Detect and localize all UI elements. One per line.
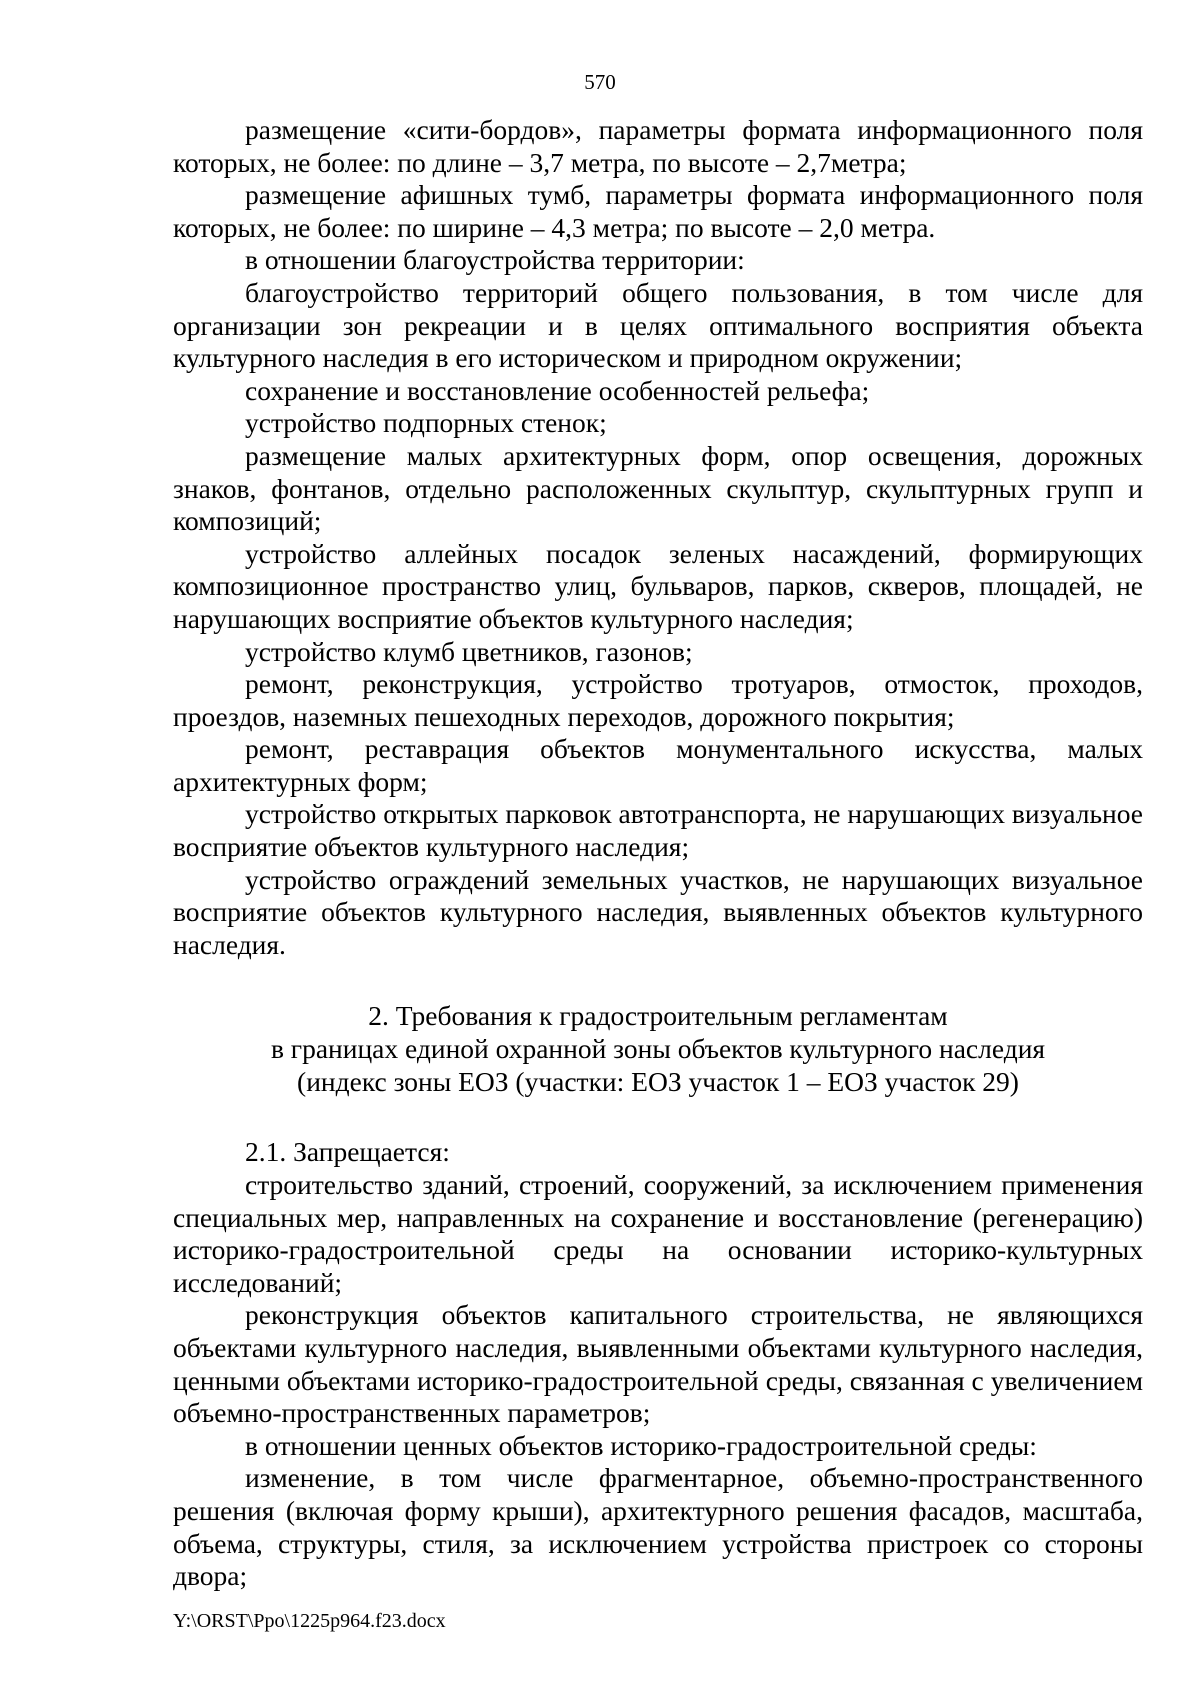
paragraph-reconstruction: реконструкция объектов капитального строительства, не являющихся объектами культурного наследия, выявленными объектами культурного наследия, ценными объектами историко-градостроительной среды, связанная с увеличением объемно-пространственных параметров; (173, 1299, 1143, 1429)
paragraph-valuable-objects-intro: в отношении ценных объектов историко-градостроительной среды: (245, 1429, 1037, 1461)
footer-file-path: Y:\ORST\Ppo\1225p964.f23.docx (173, 1610, 446, 1632)
paragraph-small-forms: размещение малых архитектурных форм, опор освещения, дорожных знаков, фонтанов, отдельно расположенных скульптур, скульптурных групп и композиций; (173, 439, 1143, 537)
paragraph-alley-plantings: устройство аллейных посадок зеленых насаждений, формирующих композиционное пространство улиц, бульваров, парков, скверов, площадей, не нарушающих восприятие объектов культурного наследия; (173, 537, 1143, 634)
top-paragraphs (173, 114, 1143, 961)
section-heading-line-1: 2. Требования к градостроительным регламентам (368, 1000, 948, 1032)
paragraph-city-boards: размещение «сити-бордов», параметры формата информационного поля которых, не более: по длине – 3,7 метра, по высоте – 2,7метра; (173, 114, 1143, 178)
paragraph-poster-columns: размещение афишных тумб, параметры формата информационного поля которых, не более: по ширине – 4,3 метра; по высоте – 2,0 метра. (173, 179, 1143, 243)
paragraph-retaining-walls: устройство подпорных стенок; (245, 407, 607, 439)
section-heading-line-2: в границах единой охранной зоны объектов культурного наследия (270, 1033, 1046, 1065)
bottom-paragraphs (173, 1136, 1143, 1592)
paragraph-changes: изменение, в том числе фрагментарное, объемно-пространственного решения (включая форму крыши), архитектурного решения фасадов, масштаба, объема, структуры, стиля, за исключением устройства пристроек со стороны двора; (173, 1462, 1143, 1592)
paragraph-parking: устройство открытых парковок автотранспорта, не нарушающих визуальное восприятие объектов культурного наследия; (173, 798, 1143, 863)
paragraph-fences: устройство ограждений земельных участков, не нарушающих визуальное восприятие объектов культурного наследия, выявленных объектов культурного наследия. (173, 863, 1143, 960)
paragraph-relief: сохранение и восстановление особенностей рельефа; (245, 374, 870, 406)
section-heading (173, 999, 1143, 1098)
paragraph-monumental-art: ремонт, реставрация объектов монументального искусства, малых архитектурных форм; (173, 733, 1143, 797)
paragraph-construction: строительство зданий, строений, сооружений, за исключением применения специальных мер, направленных на сохранение и восстановление (регенерацию) историко-градостроительной среды на основании историко-культурных исследований; (173, 1169, 1143, 1298)
paragraph-flowerbeds: устройство клумб цветников, газонов; (245, 635, 693, 667)
paragraph-public-territories: благоустройство территорий общего пользования, в том числе для организации зон рекреации и в целях оптимального восприятия объекта культурного наследия в его историческом и природном окружении; (173, 276, 1143, 374)
paragraph-prohibited-heading: 2.1. Запрещается: (245, 1136, 450, 1168)
document-body (173, 114, 1143, 1593)
paragraph-landscaping-intro: в отношении благоустройства территории: (245, 244, 745, 276)
page-number: 570 (584, 70, 616, 94)
paragraph-sidewalks: ремонт, реконструкция, устройство тротуаров, отмосток, проходов, проездов, наземных пешеходных переходов, дорожного покрытия; (173, 668, 1143, 732)
section-heading-line-3: (индекс зоны ЕОЗ (участки: ЕОЗ участок 1 – ЕОЗ участок 29) (297, 1066, 1019, 1098)
